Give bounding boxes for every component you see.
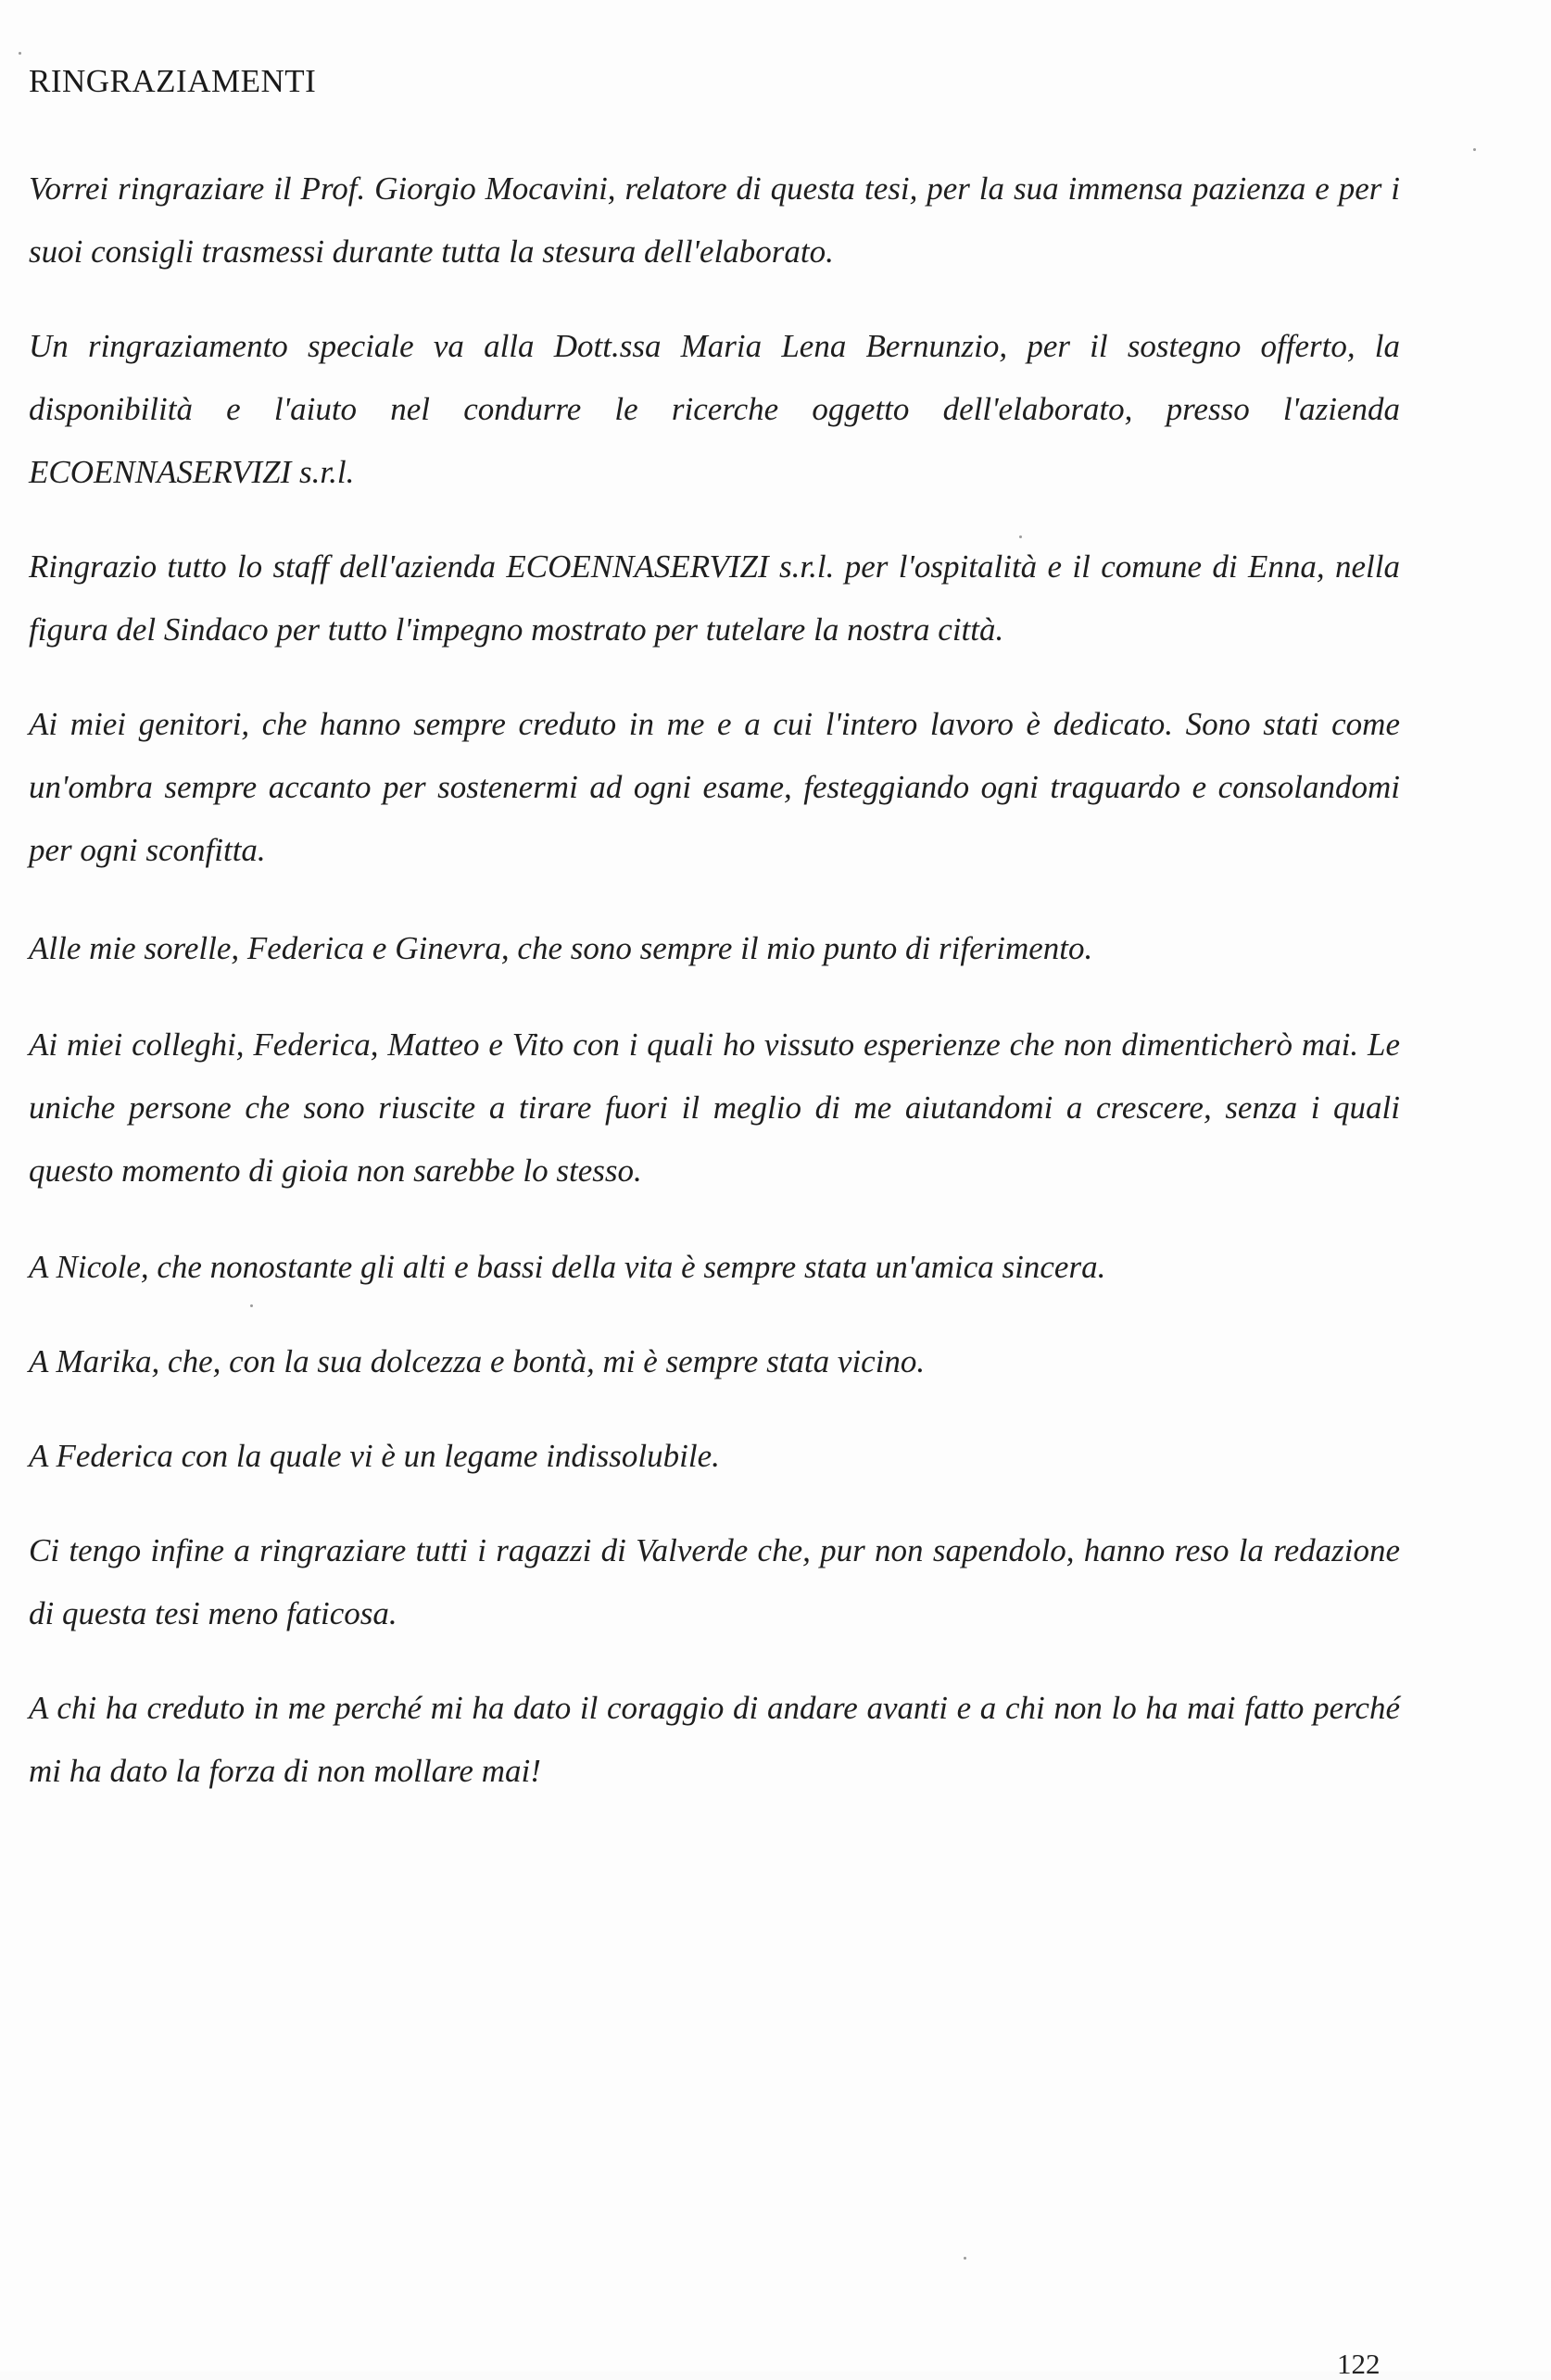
scan-speck (1473, 148, 1476, 151)
paragraph-dottoressa: Un ringraziamento speciale va alla Dott.ssa Maria Lena Bernunzio, per il sostegno offerto, la disponibilità e l'aiuto nel condurre le ricerche oggetto dell'elaborato, presso l'azienda ECOENNASERVIZI s.r.l. (29, 328, 1400, 490)
page-heading: RINGRAZIAMENTI (29, 63, 317, 99)
paragraph-colleghi: Ai miei colleghi, Federica, Matteo e Vito con i quali ho vissuto esperienze che non dimenticherò mai. Le uniche persone che sono riuscite a tirare fuori il meglio di me aiutandomi a crescere, senza i quali questo momento di gioia non sarebbe lo stesso. (29, 1026, 1400, 1189)
scan-speck (964, 2257, 966, 2260)
paragraph-genitori: Ai miei genitori, che hanno sempre creduto in me e a cui l'intero lavoro è dedicato. Sono stati come un'ombra sempre accanto per sostenermi ad ogni esame, festeggiando ogni traguardo e consolandomi per ogni sconfitta. (29, 706, 1400, 868)
paragraph-chiusura: A chi ha creduto in me perché mi ha dato il coraggio di andare avanti e a chi non lo ha mai fatto perché mi ha dato la forza di non mollare mai! (29, 1690, 1400, 1789)
scan-speck (19, 52, 21, 55)
page-number: 122 (1337, 2348, 1381, 2380)
paragraph-marika: A Marika, che, con la sua dolcezza e bontà, mi è sempre stata vicino. (29, 1343, 926, 1379)
paragraph-sorelle: Alle mie sorelle, Federica e Ginevra, che sono sempre il mio punto di riferimento. (29, 930, 1093, 966)
scan-speck (1019, 535, 1022, 538)
paragraph-valverde: Ci tengo infine a ringraziare tutti i ragazzi di Valverde che, pur non sapendolo, hanno reso la redazione di questa tesi meno faticosa. (29, 1532, 1400, 1631)
paragraph-federica: A Federica con la quale vi è un legame indissolubile. (29, 1438, 720, 1474)
paragraph-relatore: Vorrei ringraziare il Prof. Giorgio Mocavini, relatore di questa tesi, per la sua immensa pazienza e per i suoi consigli trasmessi durante tutta la stesura dell'elaborato. (29, 170, 1400, 270)
scan-speck (250, 1304, 253, 1307)
paragraph-staff: Ringrazio tutto lo staff dell'azienda ECOENNASERVIZI s.r.l. per l'ospitalità e il comune di Enna, nella figura del Sindaco per tutto l'impegno mostrato per tutelare la nostra città. (29, 548, 1400, 648)
paragraph-nicole: A Nicole, che nonostante gli alti e bassi della vita è sempre stata un'amica sincera. (29, 1249, 1106, 1285)
